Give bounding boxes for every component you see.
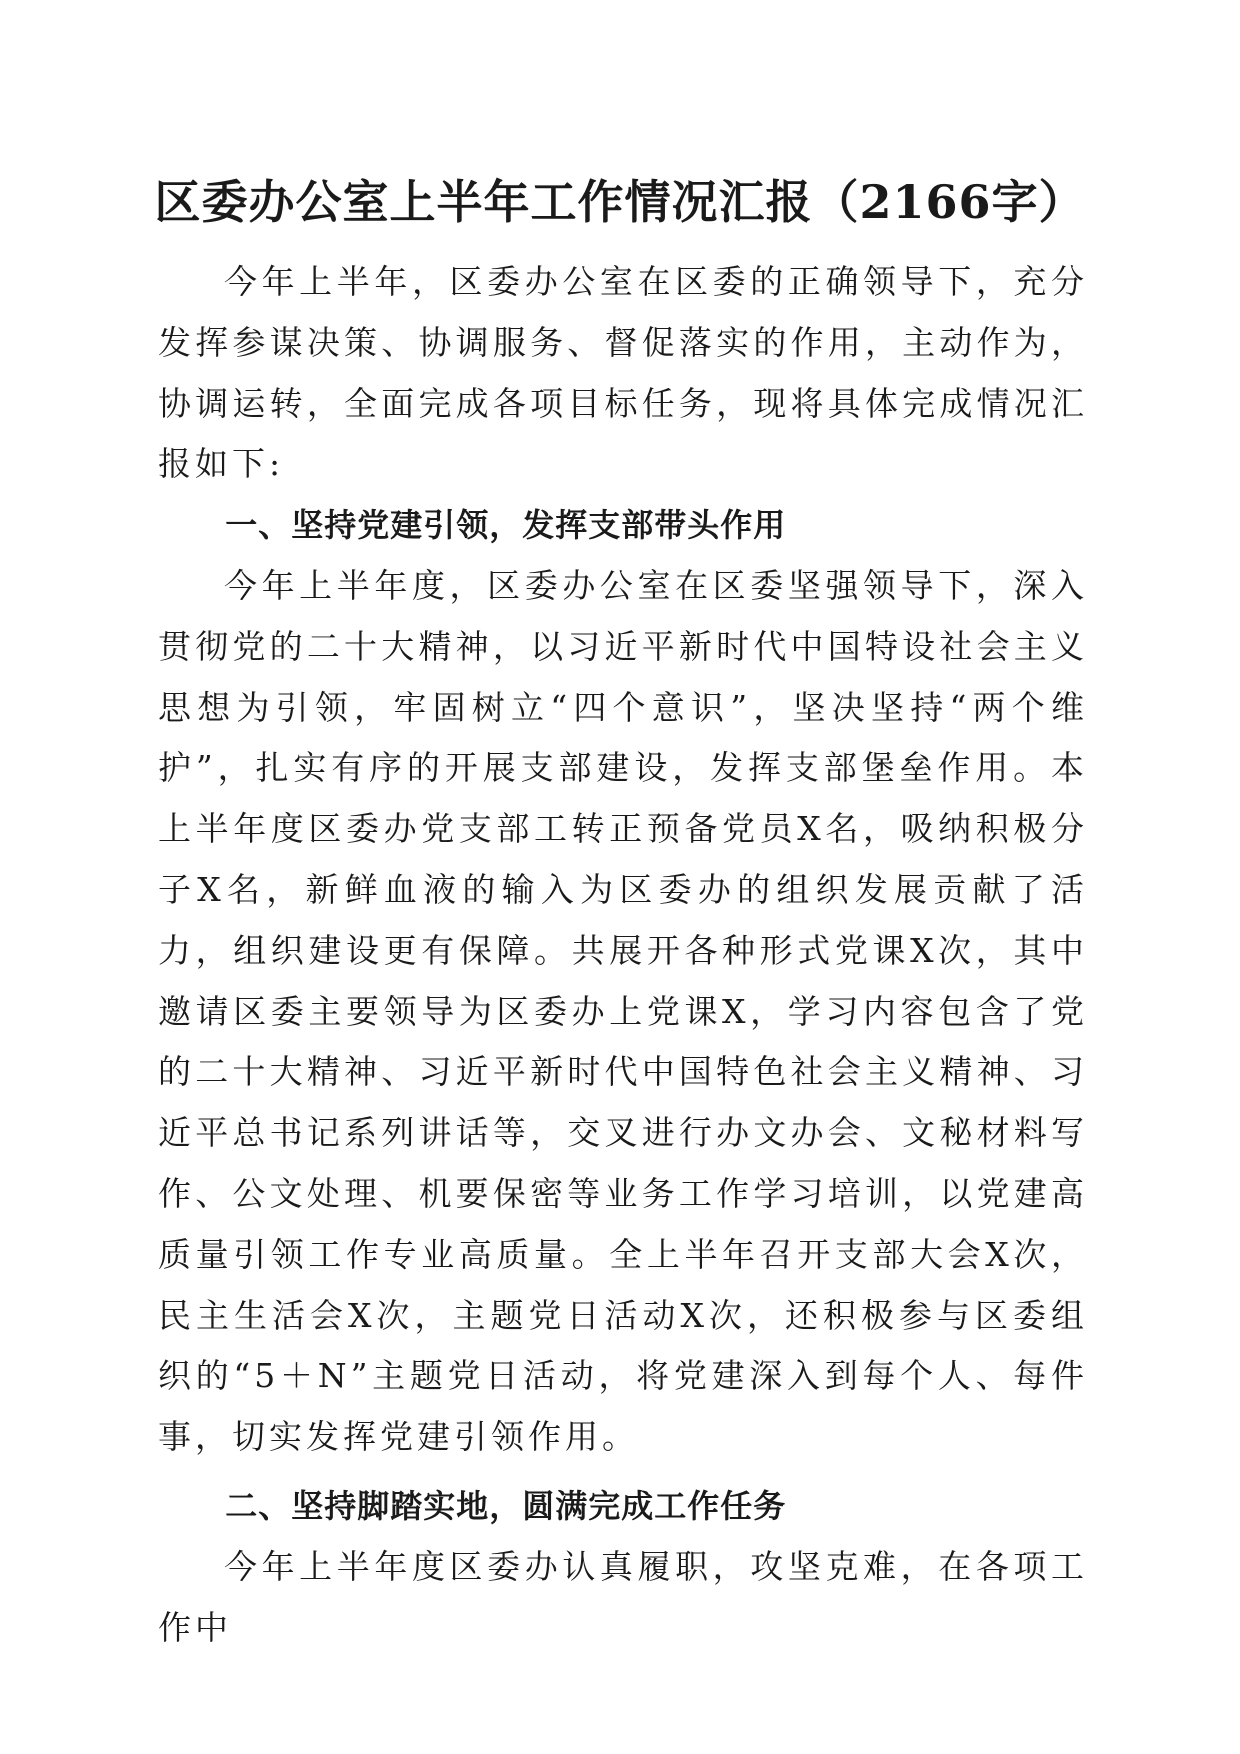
section-1-paragraph: 今年上半年度，区委办公室在区委坚强领导下，深入贯彻党的二十大精神，以习近平新时代中国特设社会主义思想为引领，牢固树立“四个意识”，坚决坚持“两个维护”，扎实有序的开展支部建设，发挥支部堡垒作用。本上半年度区委办党支部工转正预备党员X名，吸纳积极分子X名，新鲜血液的输入为区委办的组织发展贡献了活力，组织建设更有保障。共展开各种形式党课X次，其中邀请区委主要领导为区委办上党课X，学习内容包含了党的二十大精神、习近平新时代中国特色社会主义精神、习近平总书记系列讲话等，交叉进行办文办会、文秘材料写作、公文处理、机要保密等业务工作学习培训，以党建高质量引领工作专业高质量。全上半年召开支部大会X次，民主生活会X次，主题党日活动X次，还积极参与区委组织的“5＋N”主题党日活动，将党建深入到每个人、每件事，切实发挥党建引领作用。 xyxy=(158,565,1088,1457)
document-title: 区委办公室上半年工作情况汇报（2166字） xyxy=(154,175,1086,229)
section-1-heading: 一、坚持党建引领，发挥支部带头作用 xyxy=(225,506,787,545)
section-2-paragraph: 今年上半年度区委办认真履职，攻坚克难，在各项工作中 xyxy=(158,1546,1088,1647)
intro-paragraph: 今年上半年，区委办公室在区委的正确领导下，充分发挥参谋决策、协调服务、督促落实的作用，主动作为，协调运转，全面完成各项目标任务，现将具体完成情况汇报如下: xyxy=(158,262,1088,484)
section-2-heading: 二、坚持脚踏实地，圆满完成工作任务 xyxy=(225,1486,787,1525)
document-body xyxy=(158,252,1088,1658)
